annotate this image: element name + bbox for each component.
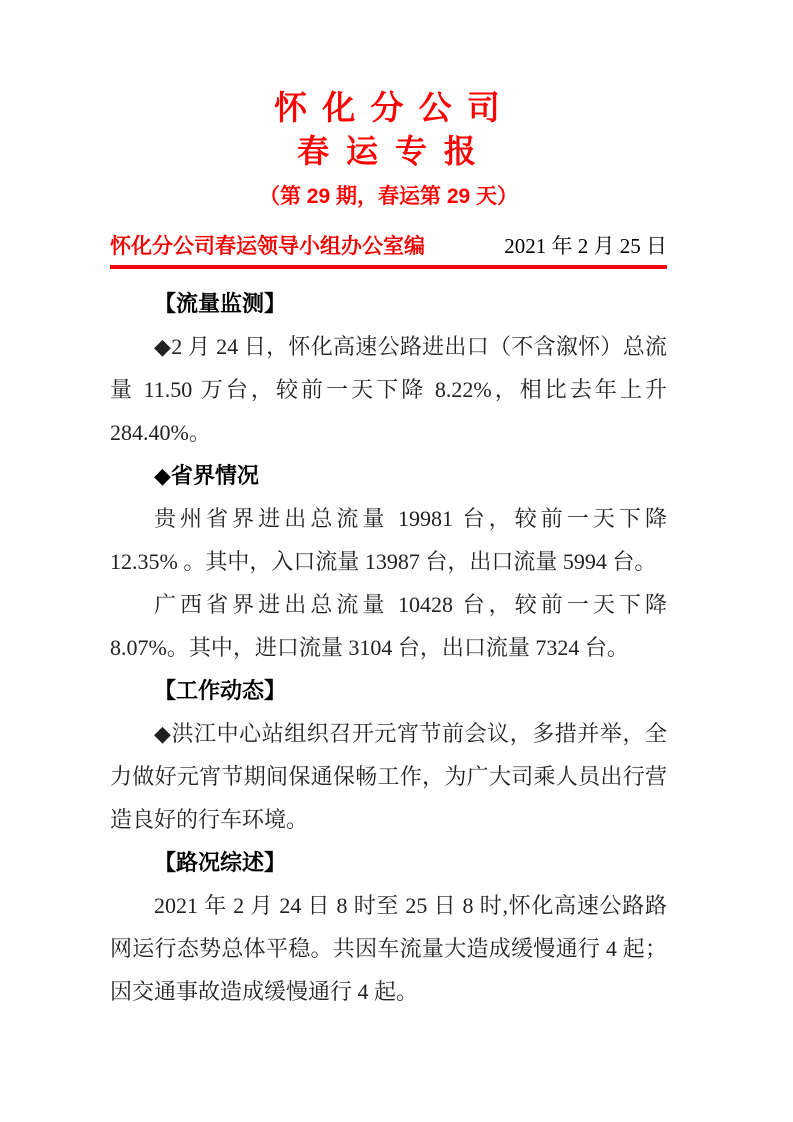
date-label: 2021 年 2 月 25 日 — [504, 234, 667, 258]
section-heading-province-border: ◆省界情况 — [154, 463, 259, 488]
document-content — [110, 86, 667, 1013]
paragraph: 2021 年 2 月 24 日 8 时至 25 日 8 时,怀化高速公路路网运行态势总体平稳。共因车流量大造成缓慢通行 4 起；因交通事故造成缓慢通行 4 起。 — [110, 893, 667, 1004]
editor-label: 怀化分公司春运领导小组办公室编 — [110, 234, 425, 258]
section-heading-road-summary: 【路况综述】 — [154, 850, 287, 875]
section-heading-work-updates: 【工作动态】 — [154, 678, 287, 703]
paragraph: ◆洪江中心站组织召开元宵节前会议，多措并举，全力做好元宵节期间保通保畅工作，为广大司乘人员出行营造良好的行车环境。 — [110, 721, 667, 832]
paragraph: 贵州省界进出总流量 19981 台，较前一天下降 12.35% 。其中，入口流量 13987 台，出口流量 5994 台。 — [110, 506, 667, 574]
paragraph: 广西省界进出总流量 10428 台，较前一天下降 8.07%。其中，进口流量 3104 台，出口流量 7324 台。 — [110, 592, 667, 660]
report-title: 春 运 专 报 — [297, 133, 480, 169]
masthead — [110, 230, 667, 269]
section-heading-traffic-monitor: 【流量监测】 — [154, 291, 287, 316]
issue-info: （第 29 期，春运第 29 天） — [258, 185, 519, 208]
paragraph: ◆2 月 24 日，怀化高速公路进出口（不含溆怀）总流量 11.50 万台，较前一天下降 8.22%，相比去年上升 284.40%。 — [110, 334, 667, 445]
document-body — [110, 282, 667, 1013]
company-title: 怀 化 分 公 司 — [274, 89, 503, 126]
